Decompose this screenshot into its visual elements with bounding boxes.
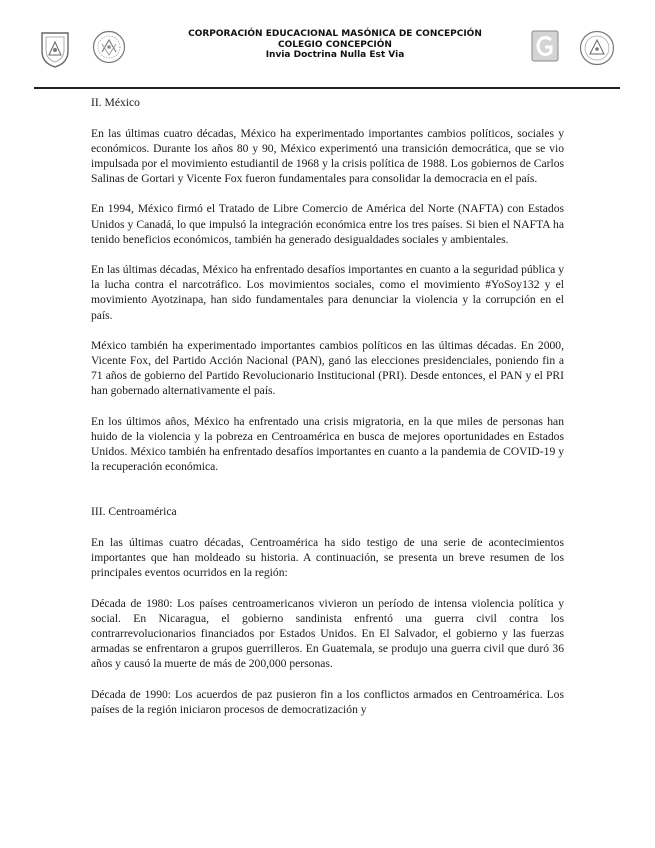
paragraph: En los últimos años, México ha enfrentado una crisis migratoria, en la que miles de personas han huido de la violencia y la pobreza en Centroamérica en busca de mejores oportunidades en Estados Unidos. México también ha enfrentado desafíos importantes en cuanto a la pandemia de COVID-19 y la recuperación económica. <box>91 415 564 474</box>
school-crest-icon <box>579 30 615 66</box>
letterhead-text <box>150 29 520 61</box>
school-motto: Invia Doctrina Nulla Est Via <box>265 50 405 60</box>
document-body <box>91 95 564 732</box>
organization-name: CORPORACIÓN EDUCACIONAL MASÓNICA DE CONCEPCIÓN <box>188 29 482 39</box>
paragraph: Década de 1990: Los acuerdos de paz pusieron fin a los conflictos armados en Centroamérica. Los países de la región iniciaron procesos de democratización y <box>91 687 564 716</box>
school-name: COLEGIO CONCEPCIÓN <box>278 39 392 50</box>
paragraph: En 1994, México firmó el Tratado de Libre Comercio de América del Norte (NAFTA) con Estados Unidos y Canadá, lo que impulsó la integración económica entre los tres países. Si bien el NAFTA ha tenido beneficios económicos, también ha generado desigualdades sociales y ambientales. <box>91 202 564 246</box>
paragraph: En las últimas décadas, México ha enfrentado desafíos importantes en cuanto a la seguridad pública y la lucha contra el narcotráfico. Los movimientos sociales, como el movimiento #YoSoy132 y el movimiento Ayotzinapa, han sido fundamentales para denunciar la violencia y la corrupción en el país. <box>91 263 564 322</box>
section-heading-mexico: II. México <box>91 96 140 109</box>
section-heading-centroamerica: III. Centroamérica <box>91 505 177 519</box>
paragraph: Década de 1980: Los países centroamericanos vivieron un período de intensa violencia política y social. En Nicaragua, el gobierno sandinista enfrentó una guerra civil contra los contrarrevolucionarios financiados por Estados Unidos. En El Salvador, el gobierno y las fuerzas armadas se enfrentaron a grupos guerrilleros. En Guatemala, se produjo una guerra civil que duró 36 años y causó la muerte de más de 200,000 personas. <box>91 596 564 671</box>
paragraph: En las últimas cuatro décadas, México ha experimentado importantes cambios políticos, sociales y económicos. Durante los años 80 y 90, México experimentó una transición democrática, que se vio impulsada por el movimiento estudiantil de 1968 y la crisis política de 1988. Los gobiernos de Carlos Salinas de Gortari y Vicente Fox fueron fundamentales para consolidar la democracia en el país. <box>91 126 564 185</box>
letterhead <box>0 0 655 90</box>
paragraph: En las últimas cuatro décadas, Centroamérica ha sido testigo de una serie de acontecimientos importantes que han moldeado su historia. A continuación, se presenta un breve resumen de los principales eventos ocurridos en la región: <box>91 535 564 580</box>
header-divider <box>34 87 620 89</box>
square-g-emblem-icon <box>531 30 559 62</box>
school-crest-icon <box>40 31 70 69</box>
paragraph: México también ha experimentado importantes cambios políticos en las últimas décadas. En 2000, Vicente Fox, del Partido Acción Nacional (PAN), ganó las elecciones presidenciales, poniendo fin a 71 años de gobierno del Partido Revolucionario Institucional (PRI). Desde entonces, el PAN y el PRI han gobernado alternativamente el país. <box>91 339 564 398</box>
masonic-seal-icon <box>92 30 126 64</box>
